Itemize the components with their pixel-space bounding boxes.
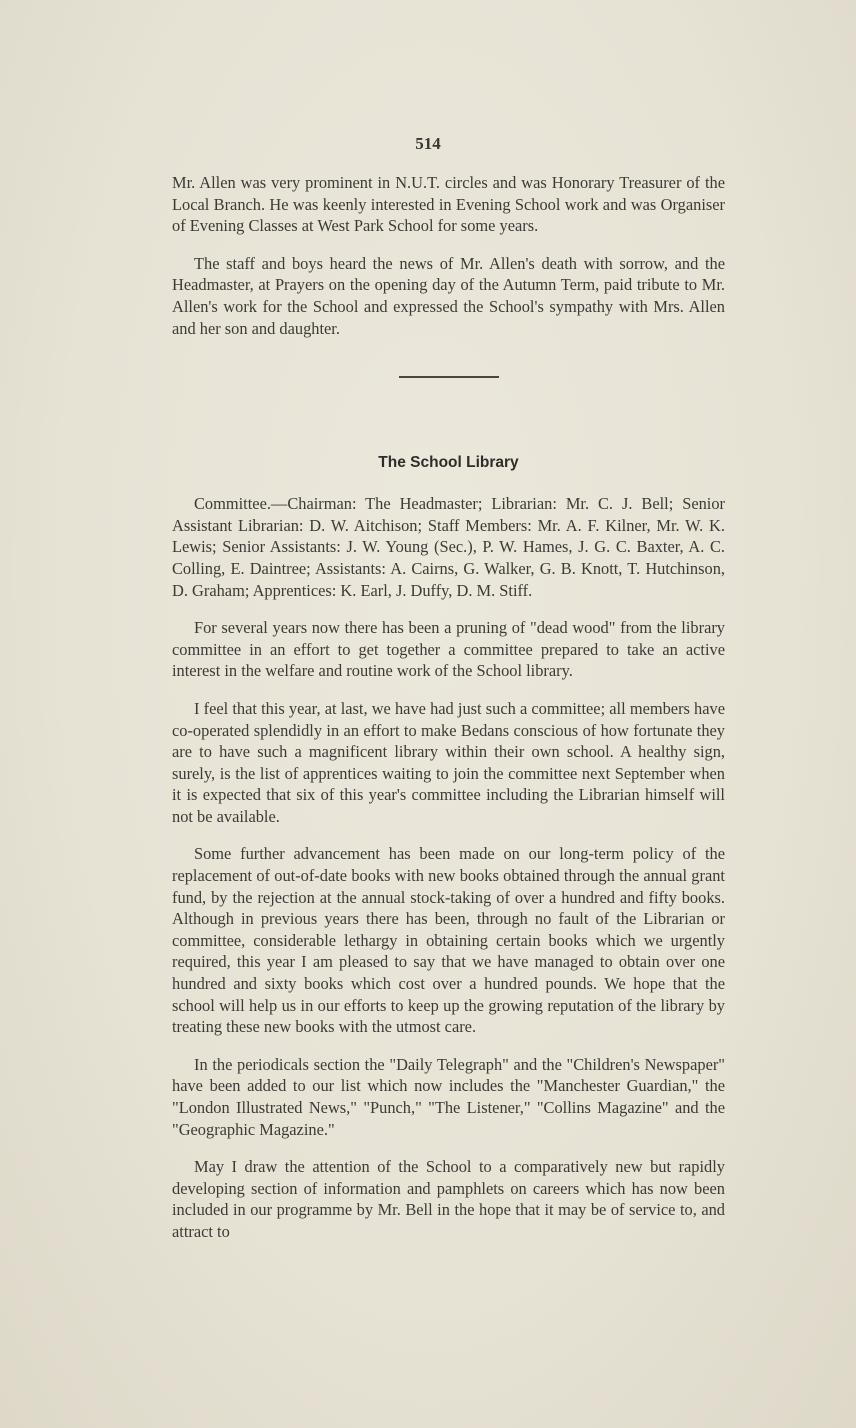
paragraph-library-3: Some further advancement has been made on our long-term policy of the replacement of out-of-date books with new books obtained through the annual grant fund, by the rejection at the annual stock-taking of over a hundred and fifty books. Although in previous years there has been, through no fault of the Librarian or committee, considerable lethargy in obtaining certain books which we urgently required, this year I am pleased to say that we have managed to obtain over one hundred and sixty books which cost over a hundred pounds. We hope that the school will help us in our efforts to keep up the growing reputation of the library by treating these new books with the utmost care. xyxy=(172,844,725,1037)
paragraph-library-1: For several years now there has been a pruning of "dead wood" from the library committee in an effort to get together a committee prepared to take an active interest in the welfare and routine work of the School library. xyxy=(172,618,725,681)
paragraph-library-2: I feel that this year, at last, we have had just such a committee; all members have co-operated splendidly in an effort to make Bedans conscious of how fortunate they are to have such a magnificent library within their own school. A healthy sign, surely, is the list of apprentices waiting to join the committee next September when it is expected that six of this year's committee including the Librarian himself will not be available. xyxy=(172,698,725,826)
page-body xyxy=(172,172,725,1259)
paragraph-library-5: May I draw the attention of the School to a comparatively new but rapidly developing section of information and pamphlets on careers which has now been included in our programme by Mr. Bell in the hope that it may be of service to, and attract to xyxy=(172,1157,725,1241)
section-heading: The School Library xyxy=(378,454,519,472)
page-number: 514 xyxy=(415,134,441,153)
committee-list: Committee.—Chairman: The Headmaster; Librarian: Mr. C. J. Bell; Senior Assistant Librarian: D. W. Aitchison; Staff Members: Mr. A. F. Kilner, Mr. W. K. Lewis; Senior Assistants: J. W. Young (Sec.), P. W. Hames, J. G. C. Baxter, A. C. Colling, E. Daintree; Assistants: A. Cairns, G. Walker, G. B. Knott, T. Hutchinson, D. Graham; Apprentices: K. Earl, J. Duffy, D. M. Stiff. xyxy=(172,494,725,600)
paragraph-allen-1: Mr. Allen was very prominent in N.U.T. circles and was Honorary Treasurer of the Local Branch. He was keenly interested in Evening School work and was Organiser of Evening Classes at West Park School for some years. xyxy=(172,173,725,236)
paragraph-library-4: In the periodicals section the "Daily Telegraph" and the "Children's Newspaper" have been added to our list which now includes the "Manchester Guardian," the "London Illustrated News," "Punch," "The Listener," "Collins Magazine" and the "Geographic Magazine." xyxy=(172,1054,725,1139)
section-divider xyxy=(399,376,499,378)
paragraph-allen-2: The staff and boys heard the news of Mr. Allen's death with sorrow, and the Headmaster, at Prayers on the opening day of the Autumn Term, paid tribute to Mr. Allen's work for the School and expressed the School's sympathy with Mrs. Allen and her son and daughter. xyxy=(172,253,725,338)
